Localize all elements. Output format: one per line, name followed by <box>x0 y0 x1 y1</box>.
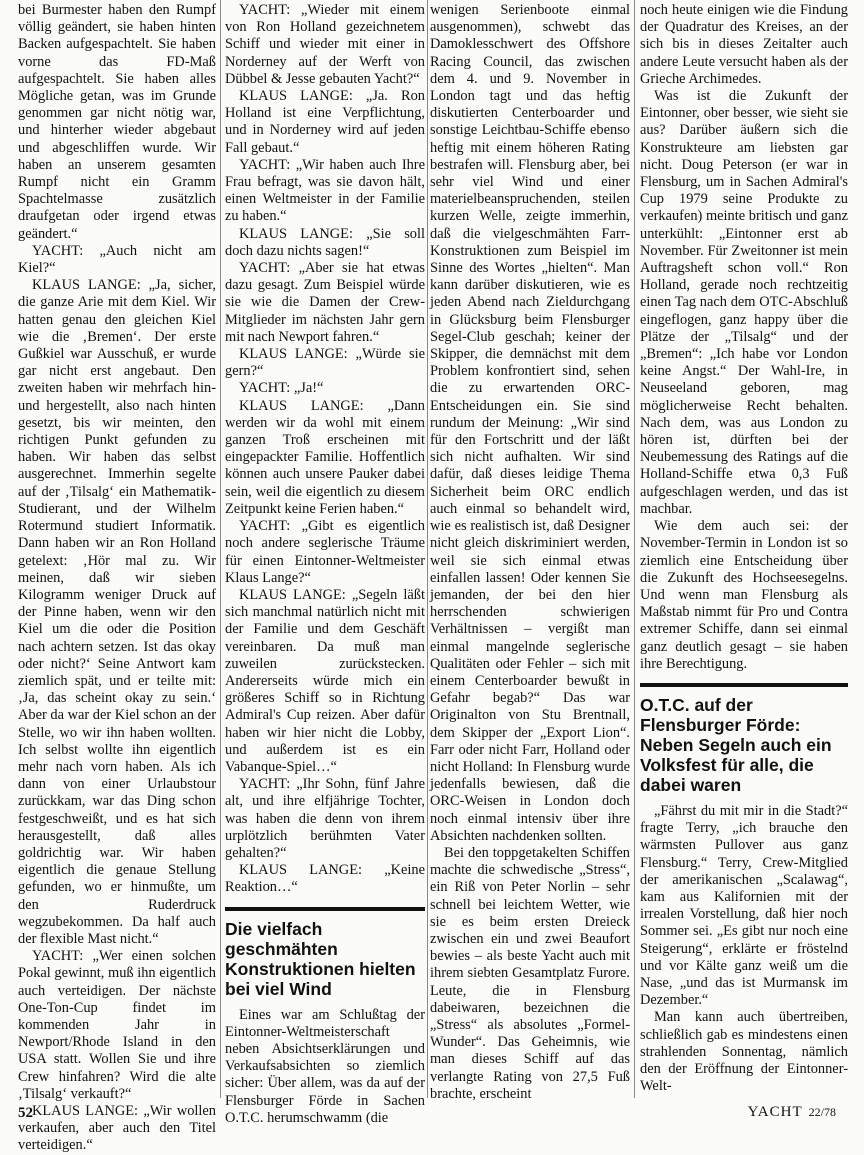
paragraph: wenigen Serienboote einmal ausgenommen), schwebt das Damoklesschwert des Offshore Racing Council, das zwischen dem 4. und 9. November in London tagt und das heftig diskutierten Centerboarder und sonstige Leichtbau-Schiffe ebenso heftig mit einem höheren Rating bestrafen will. Flensburg aber, bei sehr viel Wind und einer materielbeanspruchenden, steilen kurzen Welle, zeigte immerhin, daß die vielgeschmähten Farr-Konstruktionen zum Beispiel im Sinne des Wortes „hielten“. Man kann darüber diskutieren, wie es jeden Abend nach Zieldurchgang in Glücksburg beim Flensburger Segel-Club geschah; keiner der Skipper, die demnächst mit dem Problem konfrontiert sind, sehen die zu erwartenden ORC-Entscheidungen ein. Sie sind rundum der Meinung: „Wir sind für den Fortschritt und der läßt sich nicht aufhalten. Wir sind dafür, daß dieses leidige Thema Sicherheit beim ORC endlich auch einmal so behandelt wird, wie es realistisch ist, daß Designer nicht gleich diskriminiert werden, weil sie sich einmal etwas einfallen lassen! Oder kennen Sie jemanden, der bei den hier herrschenden schwierigen Verhältnissen – vergißt man einmal mangelnde seglerische Qualitäten oder Fehler – sich mit einem Centerboarder bewußt in Gefahr begab?“ Das war Originalton von Stu Brentnall, dem Skipper der „Export Lion“. Farr oder nicht Farr, Holland oder nicht Holland: In Flensburg wurde jedenfalls bewiesen, daß die ORC-Weisen in London doch noch einmal intensiv über ihre Absichten nachdenken sollten. <box>430 2 630 844</box>
paragraph: KLAUS LANGE: „Sie soll doch dazu nichts sagen!“ <box>225 225 425 259</box>
page-number: 52 <box>18 1105 33 1121</box>
paragraph: KLAUS LANGE: „Dann werden wir da wohl mit einem ganzen Troß erscheinen mit eingepackter Familie. Hoffentlich können auch unsere Pauker dabei sein, weil die eigentlich zu diesem Zeitpunkt keine Ferien haben.“ <box>225 397 425 517</box>
article-column-2 <box>225 2 425 1127</box>
column-divider <box>220 0 221 1098</box>
paragraph: YACHT: „Aber sie hat etwas dazu gesagt. Zum Beispiel würde sie wie die Damen der Crew-Mitglieder im nächsten Jahr gern mit nach Newport fahren.“ <box>225 260 425 345</box>
paragraph: bei Burmester haben den Rumpf völlig geändert, sie haben hinten Backen aufgespachtelt. Sie haben vorne das FD-Maß aufgespachtelt. Sie haben alles Mögliche getan, was im Grunde genommen gar nicht nötig war, und hinterher wieder abgebaut und abgeschliffen wurde. Wir haben an unserem gesamten Rumpf nicht ein Gramm Spachtelmasse zusätzlich draufgetan oder irgend etwas geändert.“ <box>18 2 216 242</box>
issue-number: 22/78 <box>808 1105 836 1119</box>
article-column-3 <box>430 2 630 1103</box>
paragraph: KLAUS LANGE: „Keine Reaktion…“ <box>225 862 425 896</box>
column-divider <box>427 0 428 1098</box>
paragraph: KLAUS LANGE: „Wir wollen verkaufen, aber auch den Titel verteidigen.“ <box>18 1103 216 1154</box>
paragraph: Eines war am Schlußtag der Eintonner-Weltmeisterschaft neben Absichtserklärungen und Verkaufsabsichten so ziemlich sicher: Über allem, was da auf der Flensburger Förde in Sachen O.T.C. herumschwamm (die <box>225 1006 425 1126</box>
magazine-footer <box>748 1104 836 1121</box>
paragraph: Bei den toppgetakelten Schiffen machte die schwedische „Stress“, ein Riß von Peter Norlin – sehr schnell bei leichtem Wetter, wie sie es beim ersten Dreieck zwischen ein und zwei Beaufort bewies – als beste Yacht auch mit ihrem siebten Gesamtplatz Furore. Leute, die in Flensburg dabeiwaren, bezeichnen die „Stress“ als absolutes „Formel-Wunder“. Das Geheimnis, wie man dieses Schiff auf das verlangte Rating von 27,5 Fuß brachte, erscheint <box>430 844 630 1102</box>
column-divider <box>634 0 635 1098</box>
paragraph: KLAUS LANGE: „Segeln läßt sich manchmal natürlich nicht mit der Familie und dem Geschäft vereinbaren. Da muß man zuweilen zurückstecken. Andererseits würde mich ein größeres Schiff so in Richtung Admiral's Cup reizen. Aber dafür haben wir hier nicht die Lobby, und außerdem ist es ein Vabanque-Spiel…“ <box>225 586 425 775</box>
article-column-1 <box>18 2 216 1155</box>
section-headline: O.T.C. auf der Flensburger Förde: Neben Segeln auch ein Volksfest für alle, die dabei waren <box>640 683 848 795</box>
paragraph: Man kann auch übertreiben, schließlich gab es mindestens einen strahlenden Sonnentag, nämlich den der Eröffnung der Eintonner-Welt- <box>640 1009 848 1095</box>
paragraph: YACHT: „Ihr Sohn, fünf Jahre alt, und ihre elfjährige Tochter, was haben die denn von ihrem urplötzlich berühmten Vater gehalten?“ <box>225 776 425 861</box>
paragraph: KLAUS LANGE: „Ja, sicher, die ganze Arie mit dem Kiel. Wir hatten genau den gleichen Kiel wie die ‚Bremen‘. Der erste Gußkiel war Ausschuß, er wurde gar nicht erst angebaut. Den zweiten haben wir mehrfach hin- und hergestellt, also nach hinten gesetzt, bis wir meinten, den richtigen Punkt gefunden zu haben. Wir haben das selbst ausgerechnet. Immerhin segelte auf der ‚Tilsalg‘ ein Mathematik-Studierant, und der Wilhelm Rotermund studiert Informatik. Dann haben wir an Ron Holland getelext: ‚Hör mal zu. Wir meinen, daß wir sieben Kilogramm weniger Druck auf der Pinne haben, wenn wir den Kiel um die oder die Position nach achtern setzen. Ist das okay oder nicht?‘ Seine Antwort kam ziemlich spät, und er teilte mit: ‚Ja, das scheint okay zu sein.‘ Aber da war der Kiel schon an der Stelle, wo wir ihn haben wollten. Ich selbst wollte ihn eigentlich mehr nach vorn haben. Als ich dann von einer Urlaubstour zurückkam, war das Ding schon festgeschweißt, und es hat sich herausgestellt, daß alles goldrichtig war. Wir haben eigentlich die genaue Stellung gefunden, wo er hinmußte, um den Ruderdruck wegzubekommen. Da half auch der flexible Mast nicht.“ <box>18 277 216 947</box>
paragraph: KLAUS LANGE: „Ja. Ron Holland ist eine Verpflichtung, und in Norderney wird auf jeden Fall gebaut.“ <box>225 88 425 156</box>
paragraph: „Fährst du mit mir in die Stadt?“ fragte Terry, „ich brauche den wärmsten Pullover aus ganz Flensburg.“ Terry, Crew-Mitglied der amerikanischen „Scalawag“, kam aus Kalifornien mit der irrealen Vorstellung, daß hier noch Sommer sei. „Es gibt nur noch eine Steigerung“, erklärte er fröstelnd und vor Kälte ganz weiß um die Nase, „und das ist Murmansk im Dezember.“ <box>640 802 848 1009</box>
paragraph: YACHT: „Wir haben auch Ihre Frau befragt, was sie davon hält, einen Weltmeister in der Familie zu haben.“ <box>225 156 425 225</box>
paragraph: noch heute einigen wie die Findung der Quadratur des Kreises, an der sich bis in dieses Zeitalter auch andere Leute versucht haben als der Grieche Archimedes. <box>640 2 848 87</box>
section-headline: Die vielfach geschmähten Konstruktionen hielten bei viel Wind <box>225 907 425 999</box>
paragraph: YACHT: „Wieder mit einem von Ron Holland gezeichnetem Schiff und wieder mit einer in Norderney auf der Werft von Dübbel & Jesse gebauten Yacht?“ <box>225 2 425 87</box>
paragraph: Wie dem auch sei: der November-Termin in London ist so ziemlich eine Entscheidung über die Zukunft des Hochseesegelns. Und wenn man Flensburg als Maßstab nimmt für Pro und Contra extremer Schiffe, dann sei einmal ganz deutlich gesagt – sie haben ihre Berechtigung. <box>640 518 848 672</box>
magazine-name: YACHT <box>747 1104 803 1120</box>
article-column-4 <box>640 2 848 1095</box>
paragraph: YACHT: „Wer einen solchen Pokal gewinnt, muß ihn eigentlich auch verteidigen. Der nächste One-Ton-Cup findet im kommenden Jahr in Newport/Rhode Island in den USA statt. Wollen Sie und ihre Crew hinfahren? Wird die alte ‚Tilsalg‘ verkauft?“ <box>18 948 216 1102</box>
paragraph: YACHT: „Ja!“ <box>239 380 324 397</box>
paragraph: YACHT: „Gibt es eigentlich noch andere seglerische Träume für einen Eintonner-Weltmeister Klaus Lange?“ <box>225 518 425 586</box>
paragraph: Was ist die Zukunft der Eintonner, ober besser, wie sieht sie aus? Darüber äußern sich die Konstrukteure am liebsten gar nicht. Doug Peterson (er war in Flensburg, um in Sachen Admiral's Cup 1979 seine Produkte zu verkaufen) meinte britisch und ganz unterkühlt: „Eintonner erst ab November. Für Zweitonner ist mein Auftragsheft schon voll.“ Ron Holland, gerade noch rechtzeitig einen Tag nach dem OTC-Abschluß eingeflogen, ganz happy über die Plätze der „Tilsalg“ und der „Bremen“: „Ich habe vor London keine Angst.“ Der Wahl-Ire, in Neuseeland geboren, mag möglicherweise Recht behalten. Nach dem, was aus London zu hören ist, dürften bei der Neubemessung des Ratings auf die Holland-Schiffe etwa 0,3 Fuß aufgeschlagen werden, und das ist machbar. <box>640 88 848 517</box>
paragraph: YACHT: „Auch nicht am Kiel?“ <box>18 242 216 277</box>
paragraph: KLAUS LANGE: „Würde sie gern?“ <box>225 346 425 380</box>
